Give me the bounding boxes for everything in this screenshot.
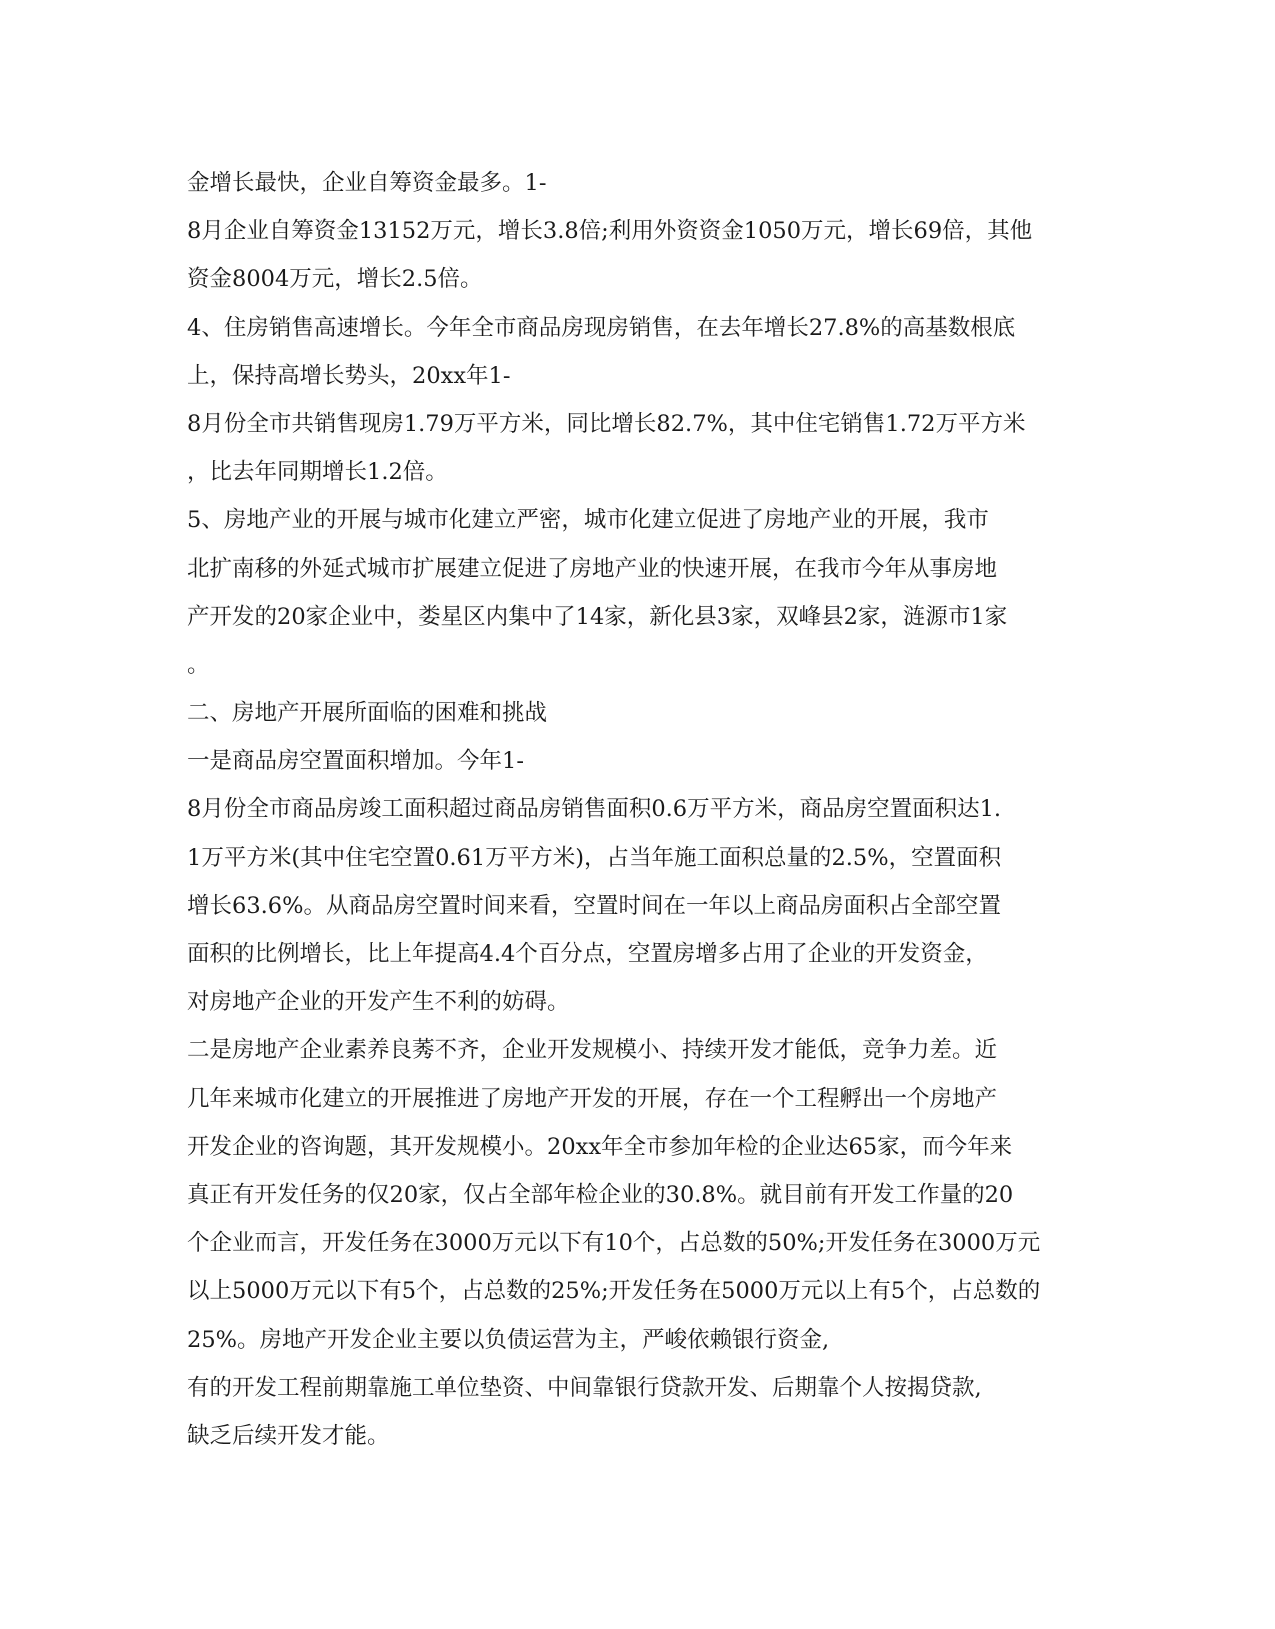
text-line: 一是商品房空置面积增加。今年1- <box>187 748 524 775</box>
text-line: 增长63.6%。从商品房空置时间来看，空置时间在一年以上商品房面积占全部空置 <box>187 892 1001 919</box>
document-body <box>187 159 1087 1460</box>
text-line: 金增长最快，企业自筹资金最多。1- <box>187 170 547 196</box>
text-line: 。 <box>187 651 210 678</box>
text-line: 25%。房地产开发企业主要以负债运营为主，严峻依赖银行资金, <box>187 1326 830 1353</box>
text-line: 几年来城市化建立的开展推进了房地产开发的开展，存在一个工程孵出一个房地产 <box>187 1085 998 1112</box>
text-line: 面积的比例增长，比上年提高4.4个百分点，空置房增多占用了企业的开发资金， <box>187 941 988 967</box>
text-line: 对房地产企业的开发产生不利的妨碍。 <box>187 989 570 1016</box>
text-line: 4、住房销售高速增长。今年全市商品房现房销售，在去年增长27.8%的高基数根底 <box>187 314 1016 341</box>
text-line: 8月企业自筹资金13152万元，增长3.8倍;利用外资资金1050万元，增长69倍，其他 <box>187 218 1033 245</box>
text-line: 有的开发工程前期靠施工单位垫资、中间靠银行贷款开发、后期靠个人按揭贷款, <box>187 1374 982 1401</box>
text-line: 二是房地产企业素养良莠不齐，企业开发规模小、持续开发才能低，竞争力差。近 <box>187 1037 998 1064</box>
text-line: 资金8004万元，增长2.5倍。 <box>187 266 483 293</box>
text-line: ，比去年同期增长1.2倍。 <box>187 459 448 486</box>
text-line: 8月份全市共销售现房1.79万平方米，同比增长82.7%，其中住宅销售1.72万平方米 <box>187 410 1026 437</box>
text-line: 1万平方米(其中住宅空置0.61万平方米)，占当年施工面积总量的2.5%，空置面积 <box>187 844 1002 871</box>
text-line: 缺乏后续开发才能。 <box>187 1422 390 1449</box>
text-line: 产开发的20家企业中，娄星区内集中了14家，新化县3家，双峰县2家，涟源市1家 <box>187 603 1008 630</box>
text-line: 5、房地产业的开展与城市化建立严密，城市化建立促进了房地产业的开展，我市 <box>187 507 989 534</box>
text-line: 北扩南移的外延式城市扩展建立促进了房地产业的快速开展，在我市今年从事房地 <box>187 555 998 582</box>
text-line: 8月份全市商品房竣工面积超过商品房销售面积0.6万平方米，商品房空置面积达1. <box>187 796 1002 823</box>
text-line: 个企业而言，开发任务在3000万元以下有10个，占总数的50%;开发任务在3000万元 <box>187 1230 1041 1257</box>
text-line: 开发企业的咨询题，其开发规模小。20xx年全市参加年检的企业达65家，而今年来 <box>187 1133 1013 1160</box>
section-heading: 二、房地产开展所面临的困难和挑战 <box>187 700 548 727</box>
text-line: 上，保持高增长势头，20xx年1- <box>187 362 511 389</box>
text-line: 真正有开发任务的仅20家，仅占全部年检企业的30.8%。就目前有开发工作量的20 <box>187 1181 1014 1208</box>
text-line: 以上5000万元以下有5个，占总数的25%;开发任务在5000万元以上有5个，占总数的 <box>187 1278 1041 1305</box>
